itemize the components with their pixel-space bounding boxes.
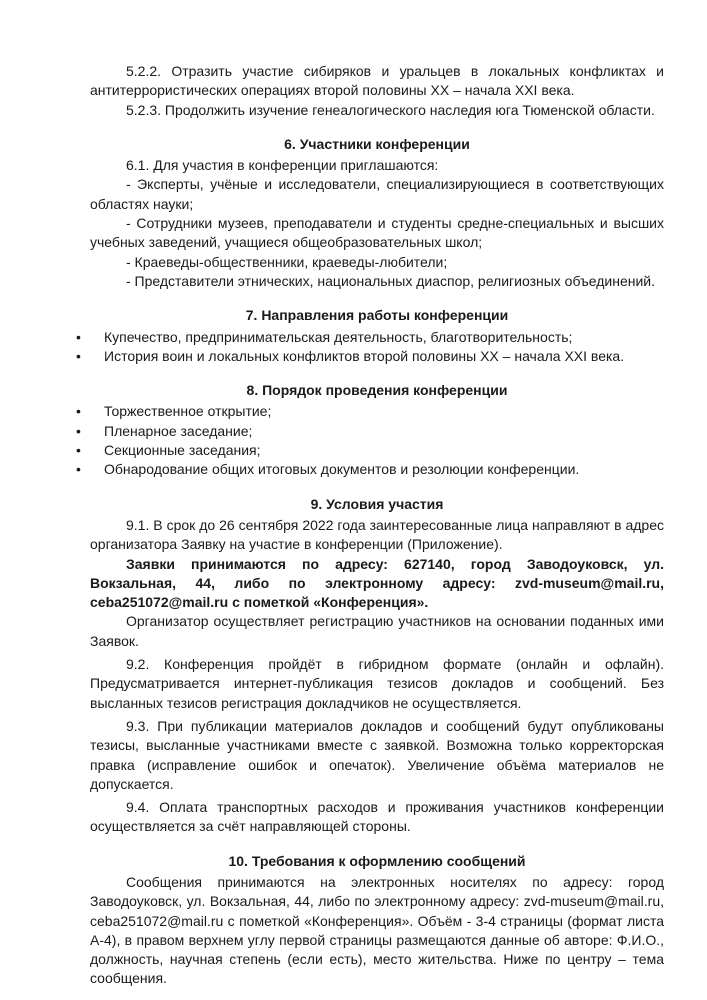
section-8-heading: 8. Порядок проведения конференции [246, 382, 508, 399]
list-item-text: Купечество, предпринимательская деятельность, благотворительность; [104, 328, 573, 345]
participants-item: - Представители этнических, национальных диаспор, религиозных объединений. [126, 272, 656, 289]
paragraph-10: Сообщения принимаются на электронных носителях по адресу: город Заводоуковск, ул. Вокзальная, 44, либо по электронному адресу: zvd-museum@mail.ru, ceba251072@mail.ru с пометкой «Конференция». Объём - 3-4 страницы (формат листа А-4), в правом верхнем углу первой страницы размещаются данные об авторе: Ф.И.О., должность, научная степень (если есть), место жительства. Ниже по центру – тема сообщения. [90, 873, 664, 987]
bullet-icon: • [76, 422, 81, 439]
bullet-icon: • [76, 461, 81, 478]
list-item [76, 328, 664, 347]
directions-list [76, 328, 664, 367]
registration-note: Организатор осуществляет регистрацию участников на основании поданных ими Заявок. [90, 613, 664, 649]
application-address: Заявки принимаются по адресу: 627140, город Заводоуковск, ул. Вокзальная, 44, либо по электронному адресу: zvd-museum@mail.ru, ceba251072@mail.ru с пометкой «Конференция». [90, 555, 664, 611]
paragraph-9-2: 9.2. Конференция пройдёт в гибридном формате (онлайн и офлайн). Предусматривается интернет-публикация тезисов докладов и сообщений. Без высланных тезисов регистрация докладчиков не осуществляется. [90, 656, 664, 711]
document-page [76, 62, 664, 989]
paragraph-6-1: 6.1. Для участия в конференции приглашаются: [126, 157, 439, 174]
procedure-list [76, 402, 664, 479]
paragraph-9-4: 9.4. Оплата транспортных расходов и проживания участников конференции осуществляется за счёт направляющей стороны. [90, 799, 664, 835]
bullet-icon: • [76, 403, 81, 420]
participants-item: - Эксперты, учёные и исследователи, специализирующиеся в соответствующих областях науки; [90, 176, 664, 212]
list-item [76, 460, 664, 479]
section-6-heading: 6. Участники конференции [284, 135, 470, 152]
list-item-text: Торжественное открытие; [104, 403, 272, 420]
paragraph-9-1: 9.1. В срок до 26 сентября 2022 года заинтересованные лица направляют в адрес организатора Заявку на участие в конференции (Приложение). [90, 516, 664, 553]
list-item [76, 441, 664, 460]
list-item-text: История воин и локальных конфликтов второй половины XX – начала XXI века. [104, 347, 625, 364]
list-item [76, 347, 664, 366]
section-10-heading: 10. Требования к оформлению сообщений [228, 852, 526, 869]
list-item-text: Секционные заседания; [104, 442, 261, 459]
paragraph-5-2-3: 5.2.3. Продолжить изучение генеалогического наследия юга Тюменской области. [126, 101, 655, 118]
participants-item: - Сотрудники музеев, преподаватели и студенты средне-специальных и высших учебных заведений, учащиеся общеобразовательных школ; [90, 215, 664, 251]
participants-item: - Краеведы-общественники, краеведы-любители; [126, 253, 448, 270]
section-9-heading: 9. Условия участия [310, 495, 444, 512]
bullet-icon: • [76, 442, 81, 459]
list-item-text: Обнародование общих итоговых документов и резолюции конференции. [104, 461, 580, 478]
paragraph-9-3: 9.3. При публикации материалов докладов и сообщений будут опубликованы тезисы, высланные участниками вместе с заявкой. Возможна только корректорская правка (исправление ошибок и опечаток). Увеличение объёма материалов не допускается. [90, 717, 664, 792]
bullet-icon: • [76, 328, 81, 345]
section-7-heading: 7. Направления работы конференции [245, 307, 509, 324]
list-item-text: Пленарное заседание; [104, 422, 253, 439]
list-item [76, 422, 664, 441]
paragraph-5-2-2: 5.2.2. Отразить участие сибиряков и уральцев в локальных конфликтах и антитеррористических операциях второй половины XX – начала XXI века. [90, 63, 664, 99]
list-item [76, 402, 664, 421]
bullet-icon: • [76, 347, 81, 364]
